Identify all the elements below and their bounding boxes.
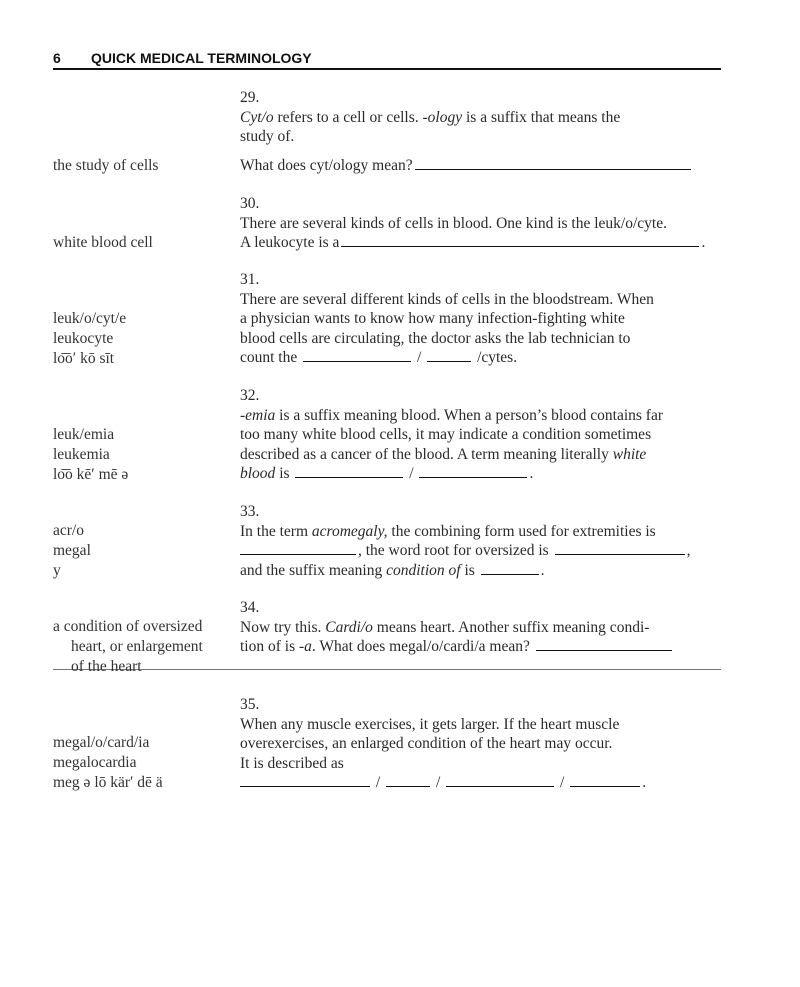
answer-31: leuk/o/cyt/e leukocyte lo͞o′ kō sīt bbox=[53, 310, 127, 367]
frame-number: 34. bbox=[240, 599, 260, 616]
frame-30: 30. There are several kinds of cells in blood. One kind is the leuk/o/cyte. A leukocyte is a . bbox=[240, 194, 722, 253]
answer-blank[interactable] bbox=[570, 785, 640, 787]
answer-blank[interactable] bbox=[240, 785, 370, 787]
frame-34: 34. Now try this. Cardi/o means heart. Another suffix meaning condi- tion of is -a. What does megal/o/cardi/a mean? bbox=[240, 598, 722, 657]
answer-32: leuk/emia leukemia lo͞o kē′ mē ə bbox=[53, 426, 129, 483]
frame-31: 31. There are several different kinds of cells in the bloodstream. When a physician wants to know how many infection-fighting white blood cells are circulating, the doctor asks the lab technician to count the / /cytes. bbox=[240, 270, 722, 368]
answer-blank[interactable] bbox=[240, 553, 356, 555]
answer-blank[interactable] bbox=[295, 476, 403, 478]
answer-35: megal/o/card/ia megalocardia meg ə lō kär′ dē ä bbox=[53, 734, 163, 791]
frame-number: 30. bbox=[240, 195, 260, 212]
answer-blank[interactable] bbox=[555, 553, 685, 555]
page-number: 6 bbox=[53, 50, 61, 66]
frame-number: 31. bbox=[240, 271, 260, 288]
answer-30: white blood cell bbox=[53, 234, 153, 251]
frame-29: 29. Cyt/o refers to a cell or cells. -ology is a suffix that means the study of. What does cyt/ology mean? bbox=[240, 88, 722, 175]
answer-blank[interactable] bbox=[536, 649, 672, 651]
frame-number: 29. bbox=[240, 89, 260, 106]
frame-number: 32. bbox=[240, 387, 260, 404]
page-header bbox=[53, 50, 721, 70]
answer-33: acr/o megal y bbox=[53, 522, 91, 579]
frame-number: 35. bbox=[240, 696, 260, 713]
answer-34: a condition of oversized heart, or enlargement of the heart bbox=[53, 618, 203, 675]
answer-blank[interactable] bbox=[341, 245, 699, 247]
answer-blank[interactable] bbox=[481, 573, 539, 575]
frame-32: 32. -emia is a suffix meaning blood. When a person’s blood contains far too many white blood cells, it may indicate a condition sometimes described as a cancer of the blood. A term meaning literally white blood is / . bbox=[240, 386, 722, 484]
answer-blank[interactable] bbox=[419, 476, 527, 478]
answer-blank[interactable] bbox=[415, 168, 691, 170]
answer-blank[interactable] bbox=[386, 785, 430, 787]
answer-blank[interactable] bbox=[303, 360, 411, 362]
frame-35: 35. When any muscle exercises, it gets larger. If the heart muscle overexercises, an enlarged condition of the heart may occur. It is described as / / / . bbox=[240, 695, 722, 793]
frame-number: 33. bbox=[240, 503, 260, 520]
frame-33: 33. In the term acromegaly, the combining form used for extremities is , the word root for oversized is , and the suffix meaning condition of is . bbox=[240, 502, 722, 580]
answer-29: the study of cells bbox=[53, 157, 159, 174]
book-title: QUICK MEDICAL TERMINOLOGY bbox=[91, 50, 312, 66]
answer-blank[interactable] bbox=[427, 360, 471, 362]
answer-blank[interactable] bbox=[446, 785, 554, 787]
